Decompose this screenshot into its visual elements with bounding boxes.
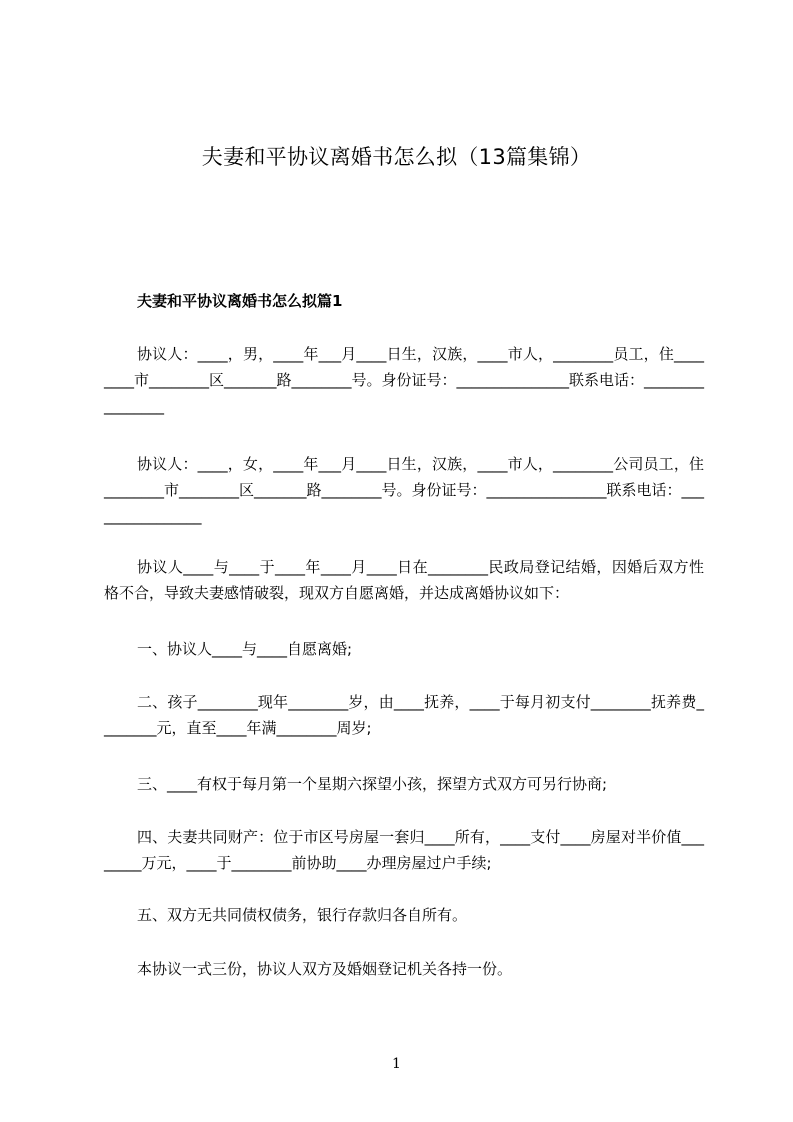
page-number: 1 bbox=[392, 1056, 401, 1072]
section-heading: 夫妻和平协议离婚书怎么拟篇1 bbox=[137, 292, 343, 310]
paragraph-clause-4: 四、夫妻共同财产：位于市区号房屋一套归____所有，____支付____房屋对半价值________万元，____于________前协助____办理房屋过户手续; bbox=[104, 828, 704, 872]
paragraph-copies: 本协议一式三份，协议人双方及婚姻登记机关各持一份。 bbox=[137, 960, 513, 978]
paragraph-clause-1: 一、协议人____与____自愿离婚; bbox=[137, 640, 353, 658]
paragraph-marriage-background: 协议人____与____于____年____月____日在________民政局登记结婚，因婚后双方性格不合，导致夫妻感情破裂，现双方自愿离婚，并达成离婚协议如下： bbox=[104, 558, 704, 602]
paragraph-female-party: 协议人：____，女，____年___月____日生，汉族，____市人，________公司员工，住________市________区_______路________号。身份证号：________________联系电话：________________ bbox=[104, 455, 705, 525]
paragraph-clause-2: 二、孩子________现年________岁，由____抚养，____于每月初支付________抚养费________元，直至____年满________周岁; bbox=[104, 693, 704, 737]
paragraph-male-party: 协议人：____，男，____年___月____日生，汉族，____市人，________员工，住________市________区_______路________号。身份证号：_______________联系电话：________________ bbox=[104, 345, 705, 415]
paragraph-clause-3: 三、____有权于每月第一个星期六探望小孩，探望方式双方可另行协商; bbox=[137, 775, 608, 793]
paragraph-clause-5: 五、双方无共同债权债务，银行存款归各自所有。 bbox=[137, 906, 468, 924]
document-title: 夫妻和平协议离婚书怎么拟（13篇集锦） bbox=[201, 145, 592, 169]
